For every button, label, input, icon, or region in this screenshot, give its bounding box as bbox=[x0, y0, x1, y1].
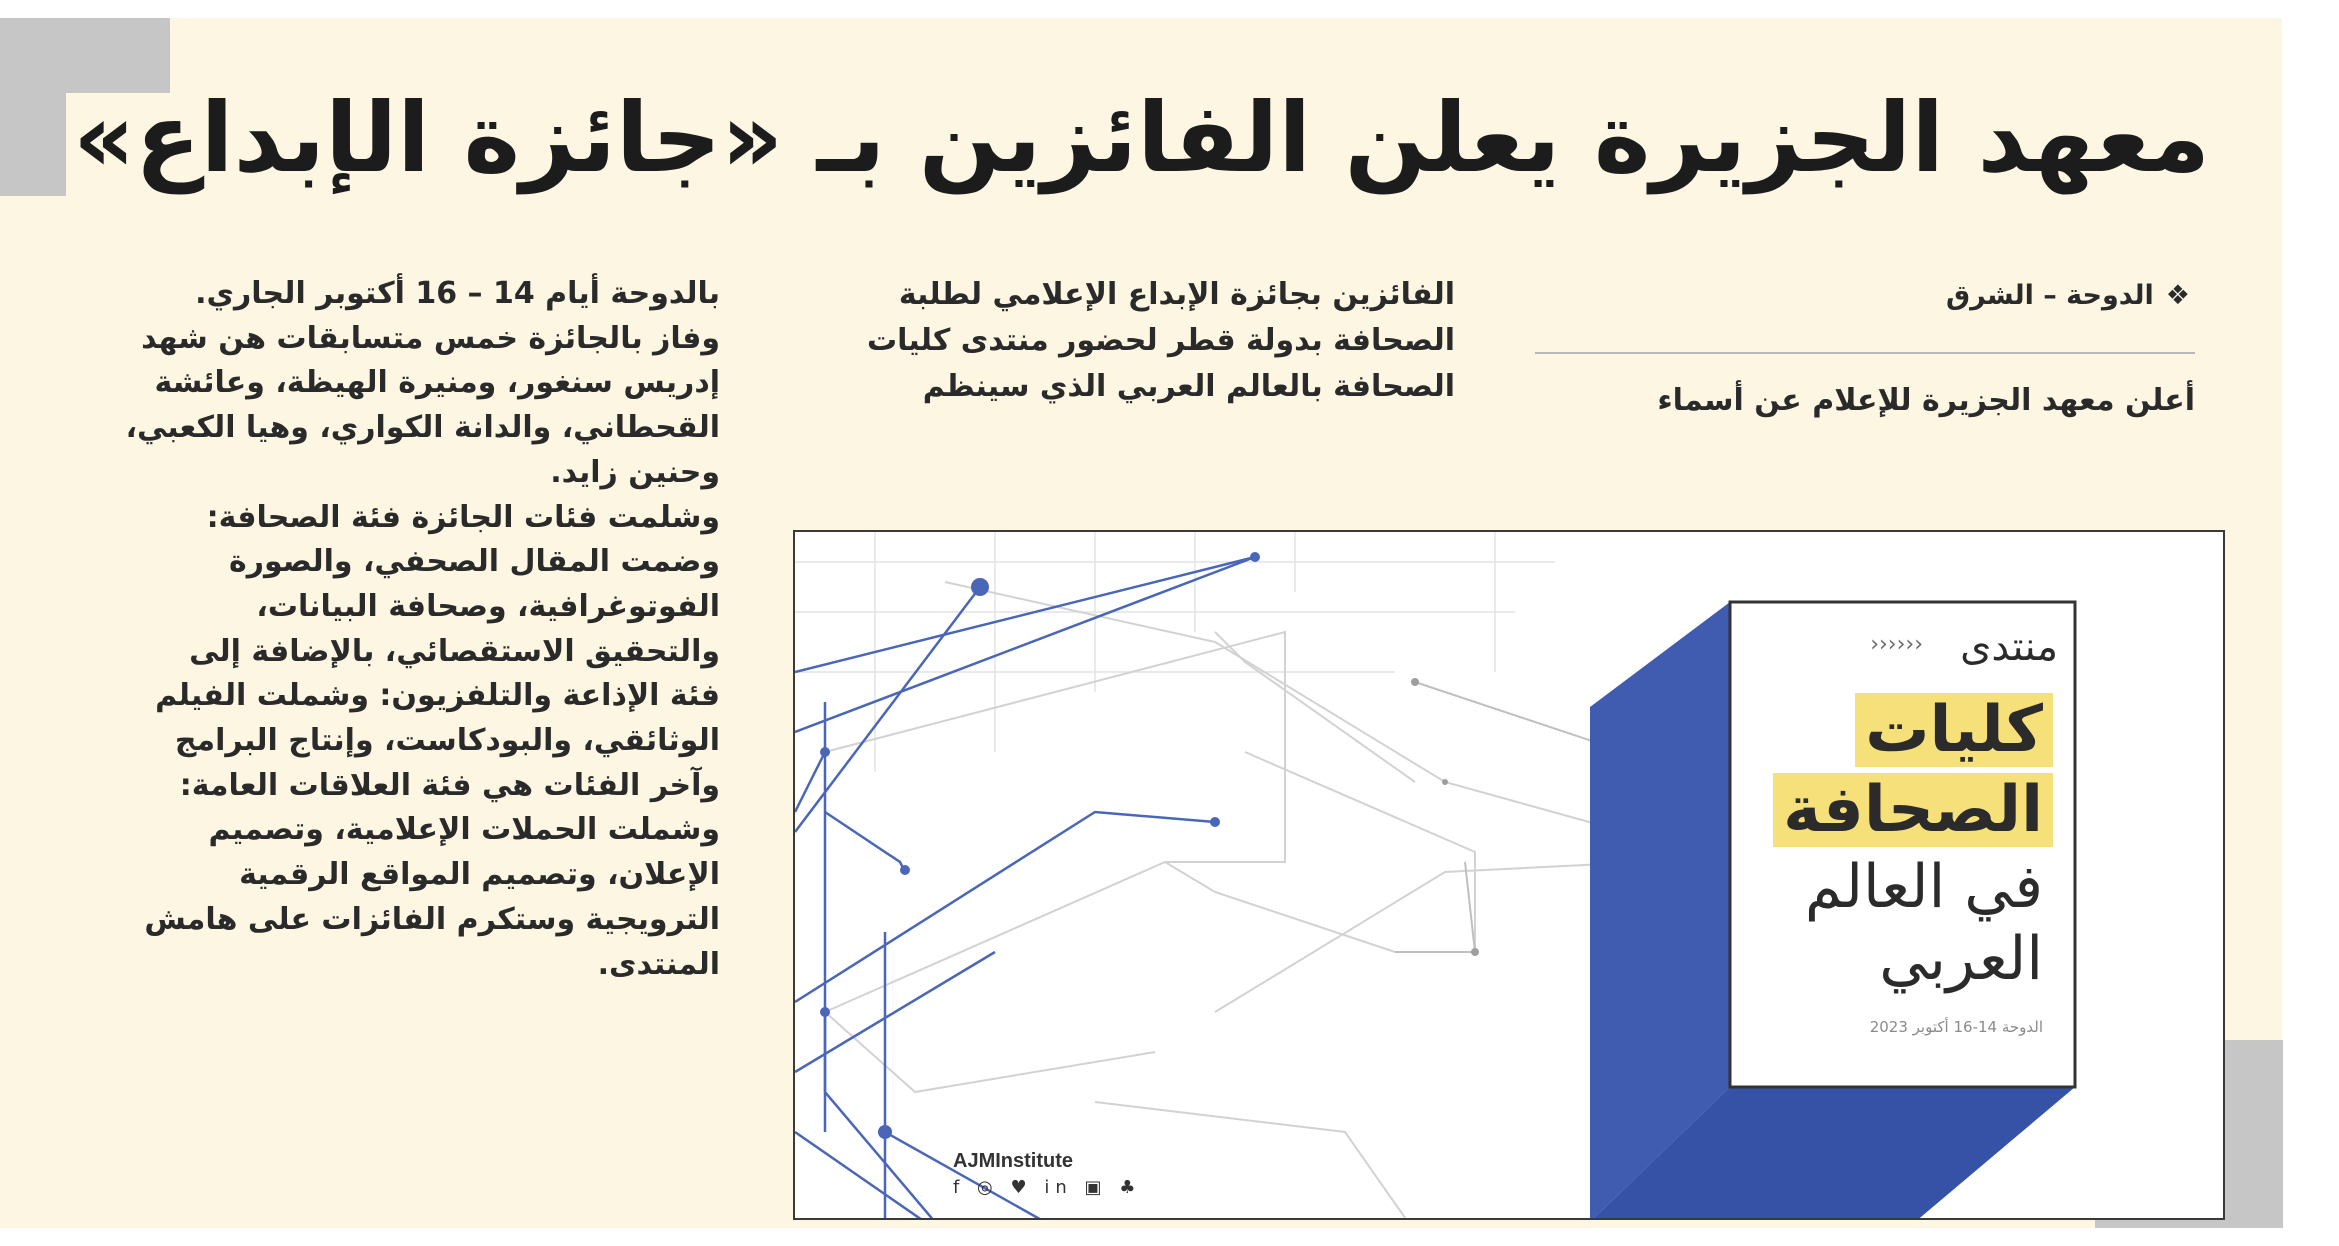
text-line: وشلمت فئات الجائزة فئة الصحافة: bbox=[206, 499, 720, 535]
divider bbox=[1535, 352, 2195, 354]
poster-highlight-text: الصحافة bbox=[1773, 773, 2053, 847]
text-line: أعلن معهد الجزيرة للإعلام عن أسماء bbox=[1657, 383, 2195, 418]
byline-source: الشرق bbox=[1946, 280, 2034, 311]
corner-mark-top-left bbox=[0, 18, 66, 196]
text-line: والتحقيق الاستقصائي، بالإضافة إلى bbox=[189, 633, 720, 669]
article-column-left bbox=[55, 272, 720, 987]
byline-separator: – bbox=[2033, 280, 2067, 311]
article-column-middle bbox=[790, 272, 1455, 410]
poster-title-highlight bbox=[1855, 692, 2053, 768]
byline-place: الدوحة bbox=[2066, 280, 2154, 311]
poster-title-line: العربي bbox=[1879, 924, 2043, 994]
poster-title-highlight bbox=[1773, 772, 2053, 848]
poster-arrows: ‹‹‹‹‹‹ bbox=[1870, 632, 1923, 657]
poster-title-line: منتدى bbox=[1960, 624, 2058, 670]
poster-title-line: في العالم bbox=[1804, 852, 2043, 922]
poster-date: الدوحة 14-16 أكتوبر 2023 bbox=[1869, 1018, 2043, 1036]
text-line: الترويجية وستكرم الفائزات على هامش bbox=[144, 901, 720, 937]
text-line: بالدوحة أيام 14 – 16 أكتوبر الجاري. bbox=[195, 276, 720, 311]
text-line: إدريس سنغور، ومنيرة الهيظة، وعائشة bbox=[154, 365, 720, 401]
text-line: الصحافة بدولة قطر لحضور منتدى كليات bbox=[866, 323, 1455, 358]
social-icons: f ◎ ♥ in ▣ ♣ bbox=[953, 1177, 1142, 1198]
brand-logo-text: AJMInstitute bbox=[953, 1150, 1073, 1172]
article-column-right bbox=[1525, 378, 2195, 424]
diamond-bullet-icon: ❖ bbox=[2165, 280, 2190, 311]
text-line: وآخر الفئات هي فئة العلاقات العامة: bbox=[179, 767, 720, 803]
byline bbox=[1550, 280, 2190, 311]
text-line: الصحافة بالعالم العربي الذي سينظم bbox=[922, 369, 1455, 404]
text-line: وحنين زايد. bbox=[550, 454, 720, 490]
headline: معهد الجزيرة يعلن الفائزين بـ «جائزة الإبداع» bbox=[73, 82, 2210, 194]
text-line: الفائزين بجائزة الإبداع الإعلامي لطلبة bbox=[898, 277, 1455, 312]
text-line: فئة الإذاعة والتلفزيون: وشملت الفيلم bbox=[155, 678, 720, 714]
text-line: وفاز بالجائزة خمس متسابقات هن شهد bbox=[141, 320, 720, 356]
text-line: الفوتوغرافية، وصحافة البيانات، bbox=[256, 588, 720, 624]
text-line: الوثائقي، والبودكاست، وإنتاج البرامج bbox=[174, 723, 720, 759]
text-line: القحطاني، والدانة الكواري، وهيا الكعبي، bbox=[125, 410, 720, 446]
poster-highlight-text: كليات bbox=[1855, 693, 2053, 767]
text-line: الإعلان، وتصميم المواقع الرقمية bbox=[239, 857, 720, 893]
text-line: وشملت الحملات الإعلامية، وتصميم bbox=[208, 812, 720, 848]
text-line: المنتدى. bbox=[597, 946, 720, 982]
forum-poster-image bbox=[793, 530, 2225, 1220]
text-line: وضمت المقال الصحفي، والصورة bbox=[228, 544, 720, 580]
